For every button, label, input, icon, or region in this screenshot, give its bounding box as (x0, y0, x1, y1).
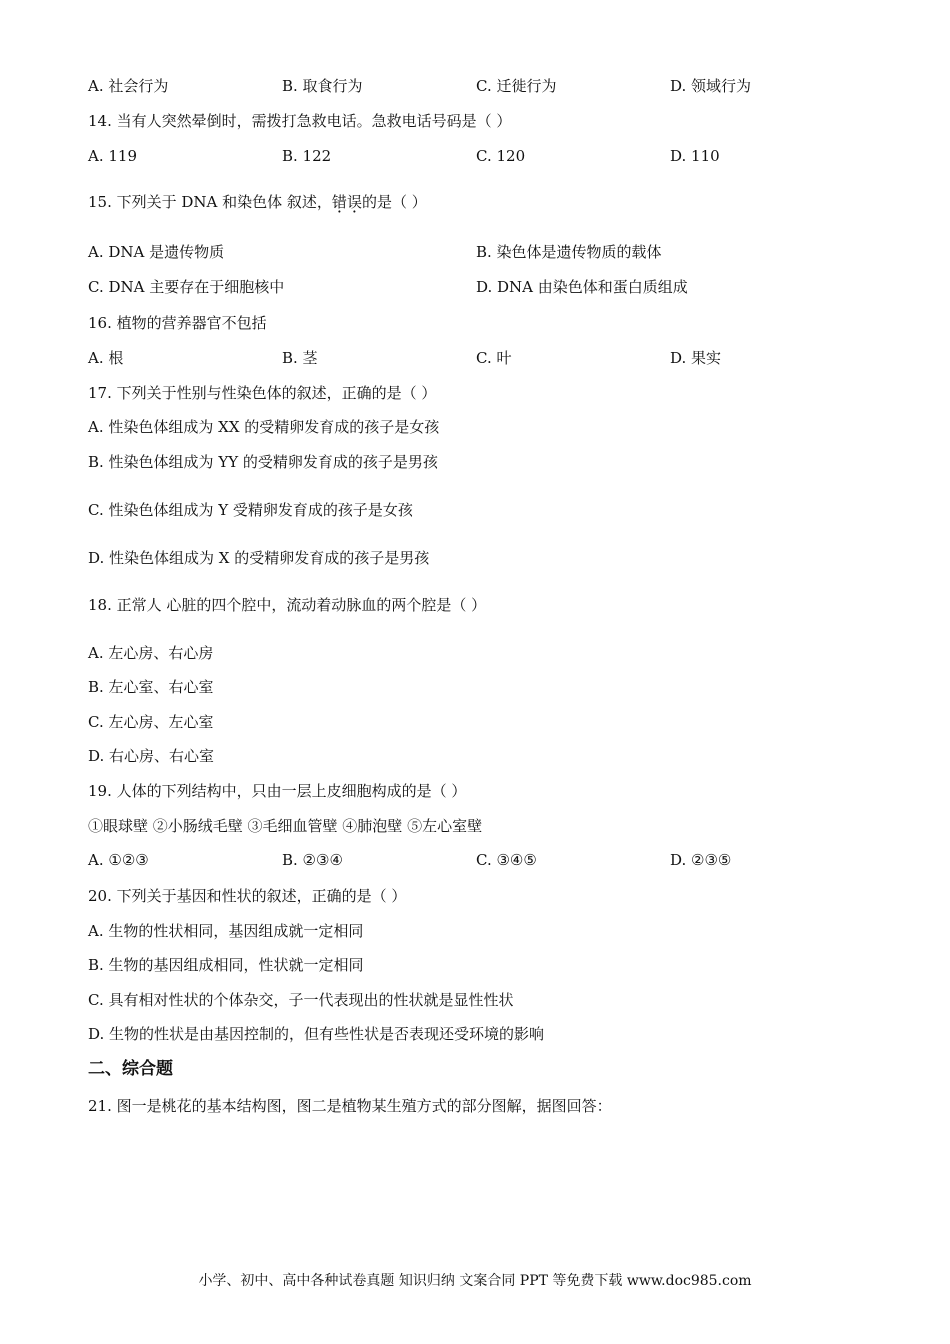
q14-option-a: A. 119 (88, 147, 137, 165)
q14-option-d: D. 110 (670, 147, 720, 165)
q20-option-b: B. 生物的基因组成相同，性状就一定相同 (88, 956, 364, 974)
q16-option-d: D. 果实 (670, 349, 722, 367)
q18-stem: 18. 正常人 心脏的四个腔中，流动着动脉血的两个腔是（ ） (88, 596, 487, 614)
q15-option-c: C. DNA 主要存在于细胞核中 (88, 278, 285, 296)
q19-items: ①眼球壁 ②小肠绒毛壁 ③毛细血管壁 ④肺泡壁 ⑤左心室壁 (88, 817, 483, 835)
q20-option-d: D. 生物的性状是由基因控制的，但有些性状是否表现还受环境的影响 (88, 1025, 545, 1043)
section-heading: 二、综合题 (88, 1059, 173, 1079)
q15-option-a: A. DNA 是遗传物质 (88, 243, 225, 261)
q16-option-c: C. 叶 (476, 349, 512, 367)
q18-option-b: B. 左心室、右心室 (88, 678, 214, 696)
q13-option-b: B. 取食行为 (282, 77, 363, 95)
q19-stem: 19. 人体的下列结构中，只由一层上皮细胞构成的是（ ） (88, 782, 467, 800)
q17-option-a: A. 性染色体组成为 XX 的受精卵发育成的孩子是女孩 (88, 418, 440, 436)
q15-stem-part2: 的是（ ） (361, 193, 427, 211)
q17-option-b: B. 性染色体组成为 YY 的受精卵发育成的孩子是男孩 (88, 453, 438, 471)
q20-option-c: C. 具有相对性状的个体杂交，子一代表现出的性状就是显性性状 (88, 991, 514, 1009)
q18-option-c: C. 左心房、左心室 (88, 713, 214, 731)
q19-option-c: C. ③④⑤ (476, 851, 537, 869)
q20-option-a: A. 生物的性状相同，基因组成就一定相同 (88, 922, 364, 940)
q16-option-a: A. 根 (88, 349, 124, 367)
q13-option-d: D. 领域行为 (670, 77, 752, 95)
q17-stem: 17. 下列关于性别与性染色体的叙述，正确的是（ ） (88, 384, 437, 402)
q15-emphasis-2: 误 (346, 193, 362, 211)
q17-option-c: C. 性染色体组成为 Y 受精卵发育成的孩子是女孩 (88, 501, 413, 519)
q17-option-d: D. 性染色体组成为 X 的受精卵发育成的孩子是男孩 (88, 549, 430, 567)
q21-stem: 21. 图一是桃花的基本结构图，图二是植物某生殖方式的部分图解，据图回答： (88, 1097, 612, 1115)
q19-option-d: D. ②③⑤ (670, 851, 732, 869)
q15-stem-part1: 15. 下列关于 DNA 和染色体 叙述， (88, 193, 332, 211)
q14-stem: 14. 当有人突然晕倒时，需拨打急救电话。急救电话号码是（ ） (88, 112, 512, 130)
q14-option-b: B. 122 (282, 147, 332, 165)
q13-option-c: C. 迁徙行为 (476, 77, 557, 95)
q16-option-b: B. 茎 (282, 349, 318, 367)
q20-stem: 20. 下列关于基因和性状的叙述，正确的是（ ） (88, 887, 407, 905)
q16-stem: 16. 植物的营养器官不包括 (88, 314, 267, 332)
q19-option-a: A. ①②③ (88, 851, 149, 869)
page-footer: 小学、初中、高中各种试卷真题 知识归纳 文案合同 PPT 等免费下载 www.doc985.com (198, 1273, 752, 1289)
q18-option-a: A. 左心房、右心房 (88, 644, 214, 662)
q15-emphasis-1: 错 (331, 193, 347, 211)
q13-option-a: A. 社会行为 (88, 77, 169, 95)
q15-option-d: D. DNA 由染色体和蛋白质组成 (476, 278, 688, 296)
q19-option-b: B. ②③④ (282, 851, 343, 869)
q15-stem (88, 192, 427, 212)
q14-option-c: C. 120 (476, 147, 526, 165)
q18-option-d: D. 右心房、右心室 (88, 747, 215, 765)
q15-option-b: B. 染色体是遗传物质的载体 (476, 243, 662, 261)
